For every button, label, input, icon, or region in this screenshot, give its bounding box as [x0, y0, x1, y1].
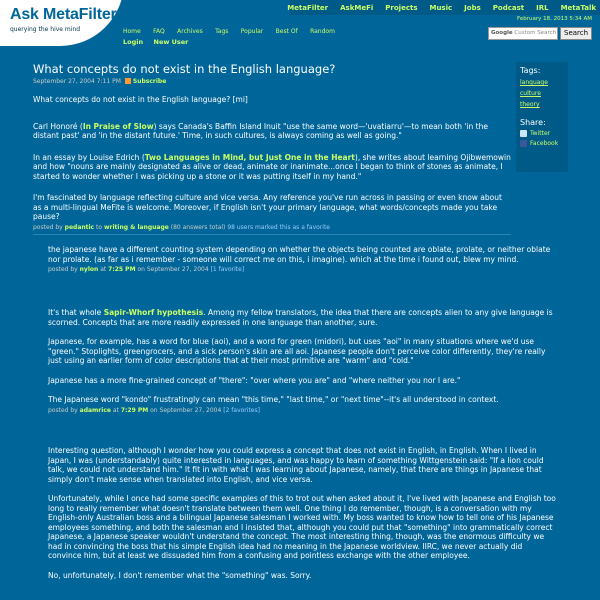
site-header [0, 0, 600, 48]
comment-byline: posted by nylon at 7:25 PM on September 27, 2004 [1 favorite] [48, 266, 245, 273]
post-date: September 27, 2004 7:11 PM [33, 78, 121, 85]
google-label: Google [491, 30, 513, 36]
facebook-icon [520, 140, 527, 147]
tags-heading: Tags: [520, 66, 541, 75]
essay-link[interactable]: Two Languages in Mind, but Just One in the Heart [144, 152, 355, 162]
subnav-random[interactable]: Random [310, 28, 335, 35]
divider [33, 234, 511, 235]
search-placeholder: Custom Search [514, 30, 557, 36]
subnav-best-of[interactable]: Best Of [275, 28, 298, 35]
comment [48, 245, 558, 273]
share-facebook[interactable]: Facebook [520, 140, 564, 147]
comment [48, 308, 558, 414]
commenter-link[interactable]: adamrice [79, 406, 111, 414]
commenter-link[interactable]: nylon [79, 266, 99, 273]
sapir-whorf-link[interactable]: Sapir-Whorf hypothesis [103, 308, 204, 317]
post-title[interactable]: What concepts do not exist in the English language? [33, 62, 336, 76]
category-link[interactable]: writing & language [104, 223, 169, 231]
topnav-music[interactable]: Music [429, 3, 453, 12]
search-button[interactable]: Search [560, 27, 592, 40]
post-paragraph: Carl Honoré (In Praise of Slow) says Canada's Baffin Island Inuit "use the same word—'uvatiarru'—to mean both 'in the distant past' and 'in the distant future.' Time, in such cultures, is always coming as well as going." [33, 121, 488, 140]
subnav-home[interactable]: Home [123, 28, 141, 35]
favorites-link[interactable]: 98 users marked this as a favorite [227, 223, 330, 231]
book-link[interactable]: In Praise of Slow [82, 121, 154, 131]
datestamp: February 18, 2013 5:34 AM [517, 16, 592, 22]
subnav-tags[interactable]: Tags [215, 28, 229, 35]
comment-text: No, unfortunately, I don't remember what the "something" was. Sorry. [48, 570, 312, 580]
comment-text: the japanese have a different counting system depending on whether the objects being counted are oblate, prolate, or neither oblate nor prolate. (as far as i remember - someone will correct me on this, i imagine). which at the time i found out, blew my mind. [48, 245, 551, 264]
tag-theory[interactable]: theory [520, 101, 540, 108]
comment [48, 446, 558, 580]
comment-text: It's that whole Sapir-Whorf hypothesis. Among my fellow translators, the idea that there are concepts alien to any give language is scorned. Concepts that are more readily expressed in one language than another, sure. [48, 308, 553, 327]
logo-tagline: querying the hive mind [10, 26, 81, 33]
share-section [520, 118, 564, 147]
post-meta [33, 78, 511, 85]
poster-link[interactable]: pedantic [64, 223, 95, 231]
comment-favorites-link[interactable]: [2 favorites] [223, 406, 260, 414]
share-heading: Share: [520, 118, 546, 127]
post-paragraph: In an essay by Louise Edrich (Two Languages in Mind, but Just One in the Heart), she writes about learning Ojibwemowin and how "nouns are mainly designated as alive or dead, animate or inanimate...once I began to think of stones as animate, I started to wonder whether I was picking up a stone or it was putting itself in my hand." [33, 152, 511, 181]
comment-text: Unfortunately, while I once had some specific examples of this to trot out when asked about it, I've lived with Japanese and English too long to really remember what doesn't translate between them well. One thing I do remember, though, is a conversation with my English-only Australian boss and a bilingual Japanese salesman I worked with. My boss wanted to know how to tell one of his Japanese employees something, and both the salesman and I insisted that, although you could put that "something" into grammatically correct Japanese, a Japanese speaker wouldn't understand the concept. The most interesting thing, though, was the enormous difficulty we had in convincing the boss that his simple English idea had no meaning in the Japanese worldview. IIRC, we never actually did convince him, but at least we dissuaded him from a confusing and pointless exchange with the other employee. [48, 494, 556, 560]
search-input[interactable] [488, 27, 558, 40]
share-twitter[interactable]: Twitter [520, 130, 564, 137]
topnav-metatalk[interactable]: MetaTalk [560, 3, 596, 12]
sidebar [516, 62, 568, 172]
topnav-jobs[interactable]: Jobs [464, 3, 481, 12]
sub-nav [123, 26, 353, 46]
subscribe-link[interactable]: Subscribe [132, 78, 167, 85]
tag-culture[interactable]: culture [520, 90, 541, 97]
tag-language[interactable]: language [520, 79, 548, 86]
site-logo[interactable] [0, 0, 122, 48]
post-question: What concepts do not exist in the English language? [mi] [33, 95, 248, 104]
topnav-askmefi[interactable]: AskMeFi [340, 3, 374, 12]
topnav-projects[interactable]: Projects [385, 3, 418, 12]
comment-text: The Japanese word "kondo" frustratingly can mean "this time," "last time," or "next time"--it's all understood in context. [48, 395, 499, 404]
comment-text: Interesting question, although I wonder how you could express a concept that does not exist in English, in English. When I lived in Japan, I was (understandably) quite interested in languages, and was happy to learn of something Wittgenstein said: "If a lion could talk, we could not understand him." It fit in with what I was learning about Japanese, namely, that there are things in Japanese that simply don't make sense when translated into English, and vice versa. [48, 446, 544, 484]
rss-icon [125, 78, 131, 84]
twitter-icon [520, 130, 527, 137]
top-nav [287, 0, 600, 15]
login-link[interactable]: Login [123, 38, 144, 46]
logo-title: Ask MetaFilter [10, 6, 117, 23]
search-box [488, 27, 592, 40]
comment-byline: posted by adamrice at 7:29 PM on September 27, 2004 [2 favorites] [48, 406, 260, 414]
new-user-link[interactable]: New User [153, 38, 189, 46]
topnav-podcast[interactable]: Podcast [492, 3, 525, 12]
main-post [33, 62, 511, 231]
topnav-irl[interactable]: IRL [536, 3, 549, 12]
post-paragraph: I'm fascinated by language reflecting culture and vice versa. Any reference you've run across in passing or even know about as a multi-lingual MeFite is welcome. Moreover, if English isn't your primary language, what words/concepts made you take pause? [33, 193, 502, 221]
comment-favorites-link[interactable]: [1 favorite] [210, 266, 245, 273]
post-byline: posted by pedantic to writing & language (80 answers total) 98 users marked this as a favorite [33, 223, 330, 231]
subnav-faq[interactable]: FAQ [153, 28, 165, 35]
subnav-popular[interactable]: Popular [240, 28, 264, 35]
topnav-metafilter[interactable]: MetaFilter [287, 3, 329, 12]
comment-text: Japanese, for example, has a word for blue (aoi), and a word for green (midori), but uses "aoi" in many situations where we'd use "green." Stoplights, greengrocers, and a sick person's skin are all aoi. Japanese people don't perceive color differently, they're really just using an earlier form of color descriptions that at their most primitive are "warm" and "cold." [48, 337, 546, 365]
comment-time-link[interactable]: 7:29 PM [120, 406, 149, 414]
comment-text: Japanese has a more fine-grained concept of "there": "over where you are" and "where neither you nor I are." [48, 375, 461, 385]
comment-time-link[interactable]: 7:25 PM [108, 266, 136, 273]
subnav-archives[interactable]: Archives [177, 28, 203, 35]
